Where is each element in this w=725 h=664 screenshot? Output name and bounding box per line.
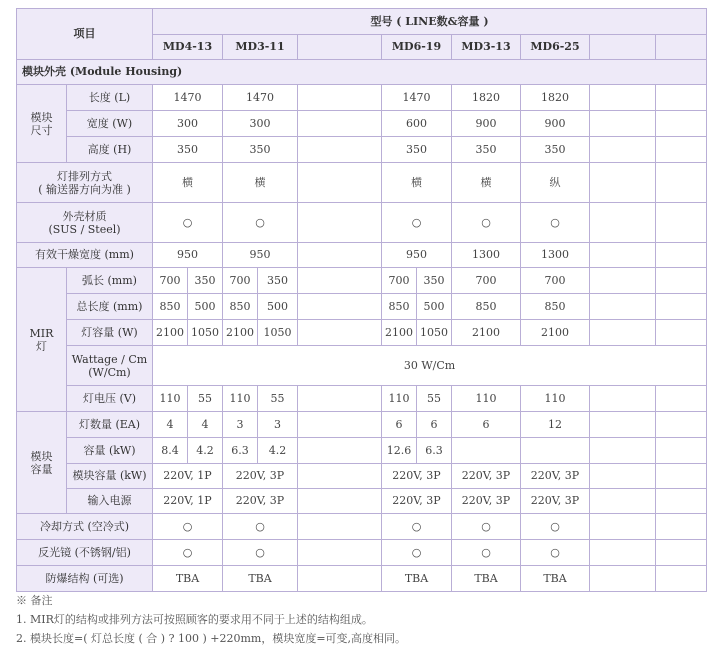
- cell: 350: [417, 268, 452, 294]
- mir-lamp-group: [17, 268, 67, 412]
- cell: 850: [223, 294, 258, 320]
- cell: [298, 540, 382, 566]
- cell: [298, 294, 382, 320]
- header-model-group: 型号 ( LINE数&容量 ): [153, 9, 707, 35]
- cell: 110: [382, 386, 417, 412]
- table-row: [17, 203, 707, 243]
- cell: [590, 243, 656, 268]
- cell: 700: [452, 268, 521, 294]
- row-label: 反光镜 (不锈钢/铝): [17, 540, 153, 566]
- note-line: 2. 模块长度=( 灯总长度 ( 合 ) ? 100 ) +220mm，模块宽度=可变,高度相同。: [16, 632, 407, 645]
- cell: 900: [521, 111, 590, 137]
- table-row: [17, 346, 707, 386]
- section-housing: 模块外壳 (Module Housing): [17, 60, 707, 85]
- cell: ○: [452, 203, 521, 243]
- cell: 220V, 3P: [452, 489, 521, 514]
- cell: [656, 111, 707, 137]
- model-header: MD4-13: [153, 35, 223, 60]
- cell: 110: [452, 386, 521, 412]
- cell: 500: [258, 294, 298, 320]
- notes-title: ※ 备注: [16, 594, 53, 607]
- cell: 8.4: [153, 438, 188, 464]
- cell: 1050: [258, 320, 298, 346]
- cell: 1820: [452, 85, 521, 111]
- table-row: [17, 489, 707, 514]
- cell: [656, 412, 707, 438]
- cell: [298, 203, 382, 243]
- cell: ○: [153, 540, 223, 566]
- cell: 850: [452, 294, 521, 320]
- model-header: MD6-19: [382, 35, 452, 60]
- cell: [298, 514, 382, 540]
- table-row: [17, 294, 707, 320]
- cell: TBA: [153, 566, 223, 592]
- housing-material-note: (SUS / Steel): [48, 222, 121, 236]
- cell: 950: [382, 243, 452, 268]
- cell: 3: [258, 412, 298, 438]
- cell: [656, 85, 707, 111]
- cell: [590, 412, 656, 438]
- cell: [656, 137, 707, 163]
- cell: [656, 489, 707, 514]
- table-row: [17, 540, 707, 566]
- cell: ○: [382, 203, 452, 243]
- module-capacity-group: [17, 412, 67, 514]
- table-row: [17, 412, 707, 438]
- cell: [656, 514, 707, 540]
- cell: [590, 540, 656, 566]
- module-capacity-label: 模块容量: [30, 449, 53, 476]
- table-row: [17, 268, 707, 294]
- cell: [298, 163, 382, 203]
- row-label: [67, 346, 153, 386]
- cell: 6: [417, 412, 452, 438]
- cell: [590, 203, 656, 243]
- cell: ○: [382, 514, 452, 540]
- cell: 350: [382, 137, 452, 163]
- cell: 220V, 3P: [223, 464, 298, 489]
- cell: ○: [223, 540, 298, 566]
- lamp-arrangement-label: 灯排列方式: [57, 169, 112, 183]
- cell: 1300: [521, 243, 590, 268]
- row-label: 总长度 (mm): [67, 294, 153, 320]
- cell: 6.3: [223, 438, 258, 464]
- cell: 110: [521, 386, 590, 412]
- cell: 220V, 3P: [382, 489, 452, 514]
- cell: 220V, 3P: [521, 489, 590, 514]
- cell: [452, 438, 521, 464]
- cell: 55: [417, 386, 452, 412]
- table-row: [17, 386, 707, 412]
- cell: [590, 163, 656, 203]
- cell: 1050: [417, 320, 452, 346]
- cell: [656, 540, 707, 566]
- model-header: [656, 35, 707, 60]
- cell: [656, 320, 707, 346]
- cell: 12.6: [382, 438, 417, 464]
- cell: 220V, 3P: [452, 464, 521, 489]
- cell: [298, 111, 382, 137]
- housing-material-label: 外壳材质: [62, 209, 107, 223]
- cell: 1050: [188, 320, 223, 346]
- cell: ○: [452, 540, 521, 566]
- cell: 1470: [153, 85, 223, 111]
- cell: [521, 438, 590, 464]
- cell: 300: [223, 111, 298, 137]
- cell: 700: [521, 268, 590, 294]
- mir-lamp-label: MIR灯: [29, 326, 54, 353]
- cell: 110: [153, 386, 188, 412]
- row-label: 冷却方式 (空冷式): [17, 514, 153, 540]
- cell: ○: [452, 514, 521, 540]
- wattage-unit: (W/Cm): [88, 365, 131, 379]
- cell: 纵: [521, 163, 590, 203]
- table-row: [17, 137, 707, 163]
- cell: [590, 489, 656, 514]
- cell: [590, 514, 656, 540]
- cell: [298, 320, 382, 346]
- row-label: 模块容量 (kW): [67, 464, 153, 489]
- spec-table: [16, 8, 707, 592]
- cell: 350: [452, 137, 521, 163]
- cell: [656, 268, 707, 294]
- cell: 900: [452, 111, 521, 137]
- table-row: [17, 320, 707, 346]
- cell: 700: [223, 268, 258, 294]
- cell: [590, 294, 656, 320]
- cell: 500: [417, 294, 452, 320]
- cell: ○: [521, 203, 590, 243]
- row-label: 输入电源: [67, 489, 153, 514]
- cell: 110: [223, 386, 258, 412]
- cell: TBA: [452, 566, 521, 592]
- header-row: [17, 9, 707, 35]
- module-size-label: 模块尺寸: [30, 110, 53, 137]
- cell: 220V, 1P: [153, 489, 223, 514]
- cell: ○: [153, 514, 223, 540]
- cell: 1820: [521, 85, 590, 111]
- cell: [298, 438, 382, 464]
- cell: [590, 268, 656, 294]
- cell: [298, 412, 382, 438]
- cell: 4: [188, 412, 223, 438]
- cell: TBA: [382, 566, 452, 592]
- cell: 6: [452, 412, 521, 438]
- cell: [656, 294, 707, 320]
- cell: 600: [382, 111, 452, 137]
- cell: 850: [153, 294, 188, 320]
- spec-table-container: [16, 8, 706, 592]
- cell: 850: [521, 294, 590, 320]
- wattage-value: 30 W/Cm: [153, 346, 707, 386]
- section-row: [17, 60, 707, 85]
- cell: 500: [188, 294, 223, 320]
- table-row: [17, 111, 707, 137]
- row-label: [17, 163, 153, 203]
- cell: [656, 203, 707, 243]
- cell: 4.2: [258, 438, 298, 464]
- lamp-arrangement-note: ( 输送器方向为准 ): [38, 182, 131, 196]
- row-label: [17, 203, 153, 243]
- table-row: [17, 85, 707, 111]
- cell: 350: [521, 137, 590, 163]
- model-header: [590, 35, 656, 60]
- table-row: [17, 163, 707, 203]
- cell: [298, 566, 382, 592]
- cell: ○: [382, 540, 452, 566]
- cell: 350: [223, 137, 298, 163]
- row-label: 长度 (L): [67, 85, 153, 111]
- cell: 6.3: [417, 438, 452, 464]
- cell: 850: [382, 294, 417, 320]
- table-row: [17, 566, 707, 592]
- cell: 1470: [382, 85, 452, 111]
- cell: [590, 566, 656, 592]
- cell: 横: [153, 163, 223, 203]
- table-row: [17, 438, 707, 464]
- cell: 1470: [223, 85, 298, 111]
- cell: [590, 137, 656, 163]
- cell: [656, 163, 707, 203]
- cell: 横: [223, 163, 298, 203]
- cell: 350: [188, 268, 223, 294]
- cell: [298, 464, 382, 489]
- cell: 950: [223, 243, 298, 268]
- cell: [590, 464, 656, 489]
- cell: ○: [153, 203, 223, 243]
- cell: [298, 489, 382, 514]
- cell: TBA: [223, 566, 298, 592]
- cell: [590, 111, 656, 137]
- cell: 700: [382, 268, 417, 294]
- cell: [656, 464, 707, 489]
- cell: [656, 386, 707, 412]
- cell: [656, 438, 707, 464]
- cell: 2100: [153, 320, 188, 346]
- cell: 12: [521, 412, 590, 438]
- cell: 55: [258, 386, 298, 412]
- cell: 220V, 3P: [223, 489, 298, 514]
- cell: ○: [521, 514, 590, 540]
- cell: 55: [188, 386, 223, 412]
- cell: [298, 268, 382, 294]
- note-line: 1. MIR灯的结构或排列方法可按照顾客的要求用不同于上述的结构组成。: [16, 613, 373, 626]
- table-row: [17, 514, 707, 540]
- cell: 950: [153, 243, 223, 268]
- model-header: MD3-13: [452, 35, 521, 60]
- row-label: 灯容量 (W): [67, 320, 153, 346]
- cell: 1300: [452, 243, 521, 268]
- cell: 300: [153, 111, 223, 137]
- cell: 4: [153, 412, 188, 438]
- cell: 4.2: [188, 438, 223, 464]
- cell: TBA: [521, 566, 590, 592]
- cell: 350: [153, 137, 223, 163]
- cell: 6: [382, 412, 417, 438]
- cell: [590, 320, 656, 346]
- wattage-label: Wattage / Cm: [71, 352, 148, 366]
- cell: 2100: [382, 320, 417, 346]
- model-header: [298, 35, 382, 60]
- cell: 3: [223, 412, 258, 438]
- cell: 横: [382, 163, 452, 203]
- row-label: 宽度 (W): [67, 111, 153, 137]
- row-label: 容量 (kW): [67, 438, 153, 464]
- row-label: 灯数量 (EA): [67, 412, 153, 438]
- cell: 2100: [521, 320, 590, 346]
- model-header: MD3-11: [223, 35, 298, 60]
- notes: [16, 591, 406, 648]
- cell: 2100: [452, 320, 521, 346]
- cell: 横: [452, 163, 521, 203]
- cell: 220V, 3P: [521, 464, 590, 489]
- cell: ○: [223, 514, 298, 540]
- cell: [298, 85, 382, 111]
- cell: [298, 386, 382, 412]
- header-item: 项目: [17, 9, 153, 60]
- row-label: 有效干燥宽度 (mm): [17, 243, 153, 268]
- table-row: [17, 243, 707, 268]
- cell: [590, 386, 656, 412]
- cell: 220V, 1P: [153, 464, 223, 489]
- cell: [656, 243, 707, 268]
- row-label: 灯电压 (V): [67, 386, 153, 412]
- row-label: 弧长 (mm): [67, 268, 153, 294]
- row-label: 防爆结构 (可选): [17, 566, 153, 592]
- cell: [656, 566, 707, 592]
- model-header: MD6-25: [521, 35, 590, 60]
- cell: [590, 85, 656, 111]
- cell: 350: [258, 268, 298, 294]
- cell: [298, 243, 382, 268]
- cell: 220V, 3P: [382, 464, 452, 489]
- cell: [298, 137, 382, 163]
- cell: ○: [521, 540, 590, 566]
- cell: ○: [223, 203, 298, 243]
- row-label: 高度 (H): [67, 137, 153, 163]
- cell: [590, 438, 656, 464]
- cell: 700: [153, 268, 188, 294]
- module-size-group: [17, 85, 67, 163]
- cell: 2100: [223, 320, 258, 346]
- table-row: [17, 464, 707, 489]
